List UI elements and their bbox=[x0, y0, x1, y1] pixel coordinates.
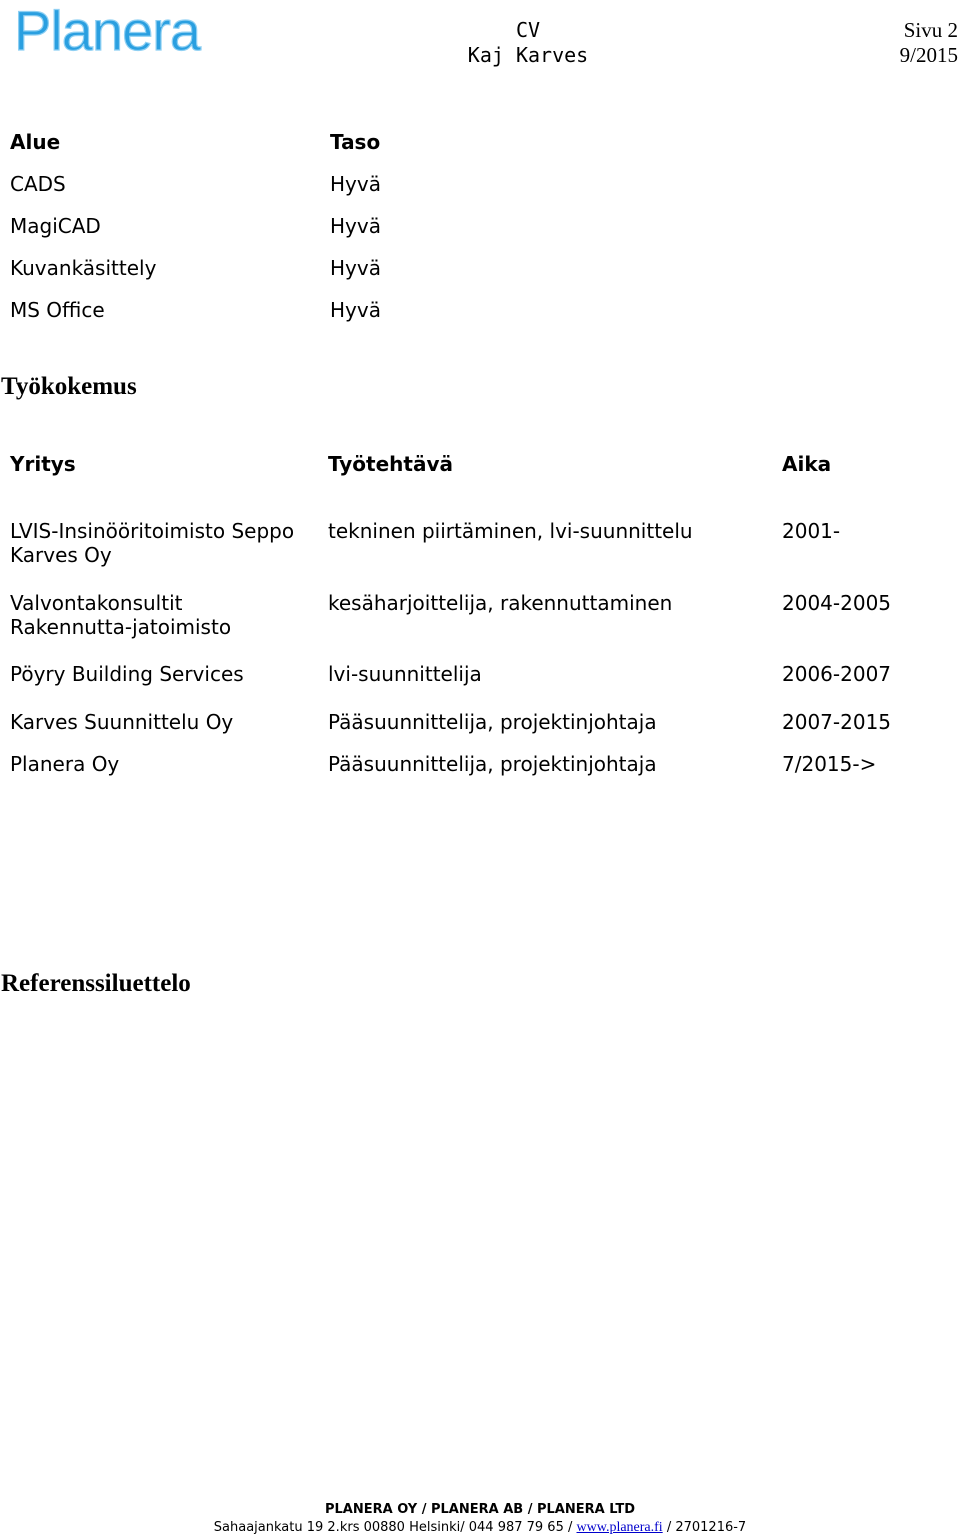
work-time: 2006-2007 bbox=[782, 662, 892, 686]
person-name: Kaj Karves bbox=[467, 43, 589, 67]
skills-col-area: Alue bbox=[10, 130, 61, 154]
skills-row bbox=[10, 256, 381, 280]
footer-company: PLANERA OY / PLANERA AB / PLANERA LTD bbox=[324, 1502, 636, 1517]
work-col-task: Työtehtävä bbox=[328, 452, 453, 476]
header-center bbox=[420, 18, 636, 68]
doc-type: CV bbox=[515, 18, 541, 42]
page-number: Sivu 2 bbox=[903, 18, 958, 42]
skills-row bbox=[10, 298, 381, 322]
logo-text: Planera bbox=[14, 2, 201, 60]
header-right bbox=[900, 18, 958, 68]
footer-address: Sahaajankatu 19 2.krs 00880 Helsinki/ 044 987 79 65 / bbox=[213, 1520, 573, 1535]
planera-logo bbox=[12, 2, 232, 60]
work-company: Karves Suunnittelu Oy bbox=[10, 710, 234, 734]
work-col-time: Aika bbox=[782, 452, 832, 476]
skill-area: CADS bbox=[10, 172, 66, 196]
skills-row bbox=[10, 172, 381, 196]
work-company: LVIS-Insinööritoimisto Seppo Karves Oy bbox=[10, 519, 295, 567]
skill-area: MagiCAD bbox=[10, 214, 101, 238]
skills-row bbox=[10, 214, 381, 238]
work-time: 2001- bbox=[782, 519, 841, 543]
skills-col-level: Taso bbox=[330, 130, 381, 154]
work-task: tekninen piirtäminen, lvi-suunnittelu bbox=[328, 519, 693, 543]
skill-area: Kuvankäsittely bbox=[10, 256, 157, 280]
work-company: Valvontakonsultit Rakennutta-jatoimisto bbox=[10, 591, 232, 639]
skill-level: Hyvä bbox=[330, 298, 381, 322]
footer-website-link[interactable]: www.planera.fi bbox=[576, 1520, 663, 1535]
footer-contact bbox=[0, 1519, 960, 1536]
footer-business-id: / 2701216-7 bbox=[666, 1520, 747, 1535]
work-time: 7/2015-> bbox=[782, 752, 877, 776]
skill-level: Hyvä bbox=[330, 256, 381, 280]
work-time: 2007-2015 bbox=[782, 710, 892, 734]
skill-area: MS Office bbox=[10, 298, 105, 322]
skill-level: Hyvä bbox=[330, 214, 381, 238]
skill-level: Hyvä bbox=[330, 172, 381, 196]
work-company: Planera Oy bbox=[10, 752, 120, 776]
doc-date: 9/2015 bbox=[899, 43, 958, 67]
work-col-company: Yritys bbox=[10, 452, 76, 476]
work-task: kesäharjoittelija, rakennuttaminen bbox=[328, 591, 673, 615]
work-task: Pääsuunnittelija, projektinjohtaja bbox=[328, 710, 657, 734]
work-company: Pöyry Building Services bbox=[10, 662, 244, 686]
work-time: 2004-2005 bbox=[782, 591, 892, 615]
skills-header-row bbox=[10, 130, 381, 154]
references-section-title: Referenssiluettelo bbox=[1, 970, 191, 997]
work-section-title: Työkokemus bbox=[1, 373, 137, 400]
work-task: lvi-suunnittelija bbox=[328, 662, 482, 686]
work-task: Pääsuunnittelija, projektinjohtaja bbox=[328, 752, 657, 776]
